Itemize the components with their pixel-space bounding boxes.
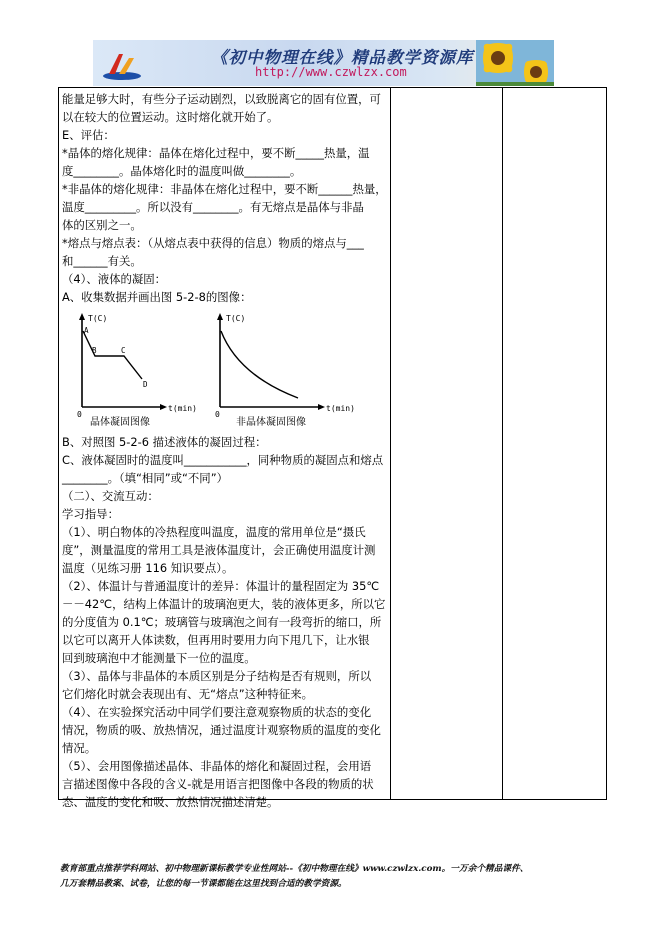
- text-line: A、收集数据并画出图 5-2-8的图像：: [62, 290, 252, 304]
- table-divider: [390, 88, 391, 799]
- text-line: 体的区别之一。: [62, 218, 142, 232]
- text-line: *非晶体的熔化规律：非晶体在熔化过程中，要不断______热量，: [62, 182, 387, 196]
- text-line: 以它可以离开人体读数，但再用时要用力向下甩几下，让水银: [62, 633, 370, 647]
- text-line: 学习指导：: [62, 507, 119, 521]
- text-line: 回到玻璃泡中才能测量下一位的温度。: [62, 651, 256, 665]
- graph1-origin: 0: [77, 410, 82, 419]
- graph1-xlabel: t(min): [168, 404, 197, 413]
- banner-title: 《初中物理在线》精品教学资源库: [211, 48, 474, 67]
- table-divider: [502, 88, 503, 799]
- graph2-xlabel: t(min): [326, 404, 355, 413]
- text-line: （4）、在实验探究活动中同学们要注意观察物质的状态的变化: [62, 705, 372, 719]
- amorphous-solidification-graph: [208, 311, 368, 433]
- text-line: 以在较大的位置运动。这时熔化就开始了。: [62, 110, 279, 124]
- graph1-point-a: A: [84, 326, 89, 335]
- text-line: *晶体的熔化规律：晶体在熔化过程中，要不断_____热量，温: [62, 146, 370, 160]
- graph2-caption: 非晶体凝固图像: [236, 417, 306, 428]
- text-line: （二）、交流互动：: [62, 489, 159, 503]
- text-line: 能量足够大时，有些分子运动剧烈，以致脱离它的固有位置，可: [62, 92, 381, 106]
- text-line: 温度（见练习册 116 知识要点）。: [62, 561, 234, 575]
- text-line: 的分度值为 0.1℃；玻璃管与玻璃泡之间有一段弯折的缩口，所: [62, 615, 382, 629]
- graph1-caption: 晶体凝固图像: [90, 417, 150, 428]
- text-line: 态、温度的变化和吸、放热情况描述清楚。: [62, 795, 279, 809]
- text-line: （1）、明白物体的冷热程度叫温度，温度的常用单位是“摄氏: [62, 525, 366, 539]
- crystal-solidification-graph: [70, 311, 202, 433]
- text-line: －－42℃，结构上体温计的玻璃泡更大，装的液体更多，所以它: [62, 597, 386, 611]
- text-line: C、液体凝固时的温度叫___________，同种物质的凝固点和熔点: [62, 453, 384, 467]
- text-line: 它们熔化时就会表现出有、无“熔点”这种特征来。: [62, 687, 314, 701]
- graph2-origin: 0: [215, 410, 220, 419]
- text-line: E、评估：: [62, 128, 115, 142]
- graph1-point-c: C: [121, 346, 126, 355]
- site-logo-icon: [101, 48, 143, 82]
- header-banner: [93, 40, 554, 86]
- text-line: （3）、晶体与非晶体的本质区别是分子结构是否有规则，所以: [62, 669, 372, 683]
- content-table: [58, 87, 607, 809]
- footer-line: 几万套精品教案、试卷，让您的每一节课都能在这里找到合适的教学资源。: [60, 879, 347, 889]
- text-line: 度________。晶体熔化时的温度叫做________。: [62, 164, 302, 178]
- text-line: 情况，物质的吸、放热情况，通过温度计观察物质的温度的变化: [62, 723, 381, 737]
- text-line: （2）、体温计与普通温度计的差异：体温计的量程固定为 35℃: [62, 579, 380, 593]
- sunflower-image: [476, 40, 554, 86]
- footer-line: 教育部重点推荐学科网站、初中物理新课标教学专业性网站--《初中物理在线》www.czwlzx.com。一万余个精品课件、: [60, 864, 529, 874]
- text-line: （4）、液体的凝固：: [62, 272, 167, 286]
- graph2-ylabel: T(C): [226, 314, 246, 323]
- banner-url[interactable]: http://www.czwlzx.com: [255, 65, 407, 79]
- graphs-row: [62, 311, 386, 433]
- text-line: B、对照图 5-2-6 描述液体的凝固过程：: [62, 435, 267, 449]
- text-line: 言描述图像中各段的含义-就是用语言把图像中各段的物质的状: [62, 777, 374, 791]
- text-line: 和______有关。: [62, 254, 142, 268]
- text-line: （5）、会用图像描述晶体、非晶体的熔化和凝固过程，会用语: [62, 759, 372, 773]
- graph1-ylabel: T(C): [88, 314, 108, 323]
- graph1-point-b: B: [92, 346, 97, 355]
- text-line: 情况。: [62, 741, 97, 755]
- text-line: 温度_________。所以没有________。有无熔点是晶体与非晶: [62, 200, 364, 214]
- text-line: ________。（填“相同”或“不同”）: [62, 471, 228, 485]
- text-line: *熔点与熔点表：（从熔点表中获得的信息）物质的熔点与___: [62, 236, 364, 250]
- text-line: 度”，测量温度的常用工具是液体温度计，会正确使用温度计测: [62, 543, 376, 557]
- page-footer: [60, 862, 620, 892]
- content-column: [62, 90, 386, 811]
- graph1-point-d: D: [143, 380, 148, 389]
